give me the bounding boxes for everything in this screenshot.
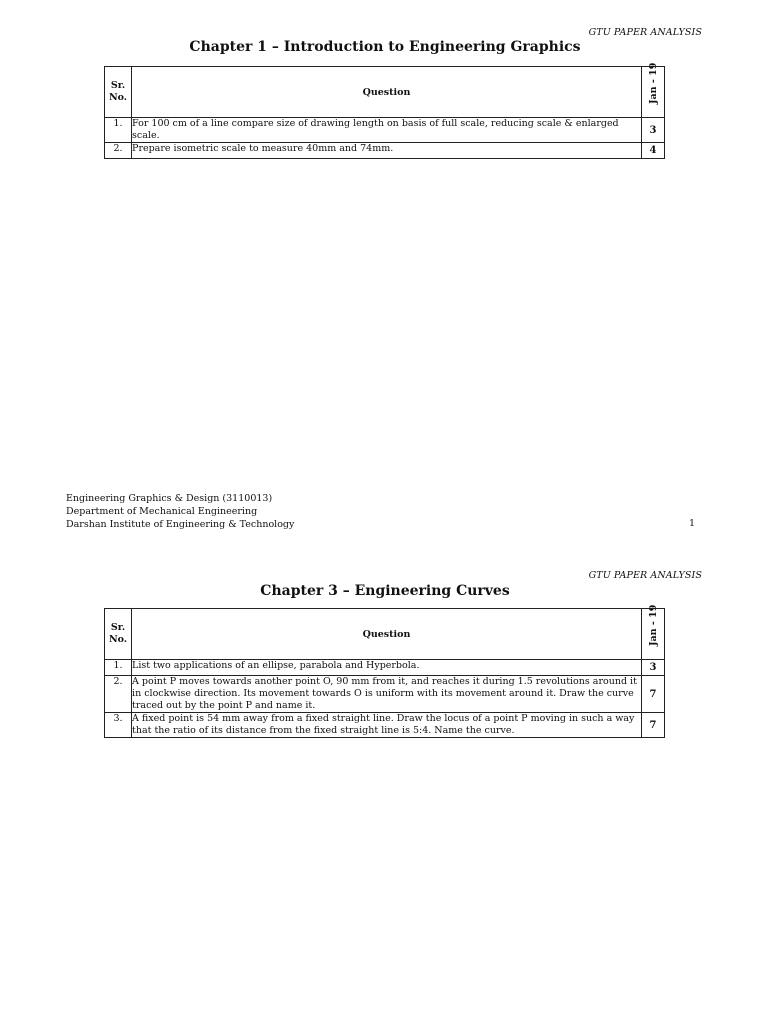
- row-marks: 3: [641, 118, 664, 143]
- table-header-row: [105, 67, 665, 118]
- sr-label-line1: Sr.: [110, 80, 126, 91]
- table-row: [105, 676, 665, 713]
- footer-department: Department of Mechanical Engineering: [66, 506, 258, 517]
- row-marks: 7: [641, 713, 664, 738]
- marks-column-label: Jan - 19: [647, 604, 659, 646]
- row-question: For 100 cm of a line compare size of drawing length on basis of full scale, reducing scale & enlarged scale.: [132, 118, 642, 143]
- header-tag: GTU PAPER ANALYSIS: [588, 570, 702, 581]
- chapter-title: Chapter 1 – Introduction to Engineering Graphics: [189, 39, 581, 55]
- row-sr: 3.: [105, 713, 132, 738]
- row-sr: 2.: [105, 676, 132, 713]
- row-marks: 3: [641, 660, 664, 676]
- row-question: A fixed point is 54 mm away from a fixed straight line. Draw the locus of a point P moving in such a way that the ratio of its distance from the fixed straight line is 5:4. Name the curve.: [132, 713, 642, 738]
- row-sr: 1.: [105, 118, 132, 143]
- table-row: [105, 713, 665, 738]
- column-header-question: Question: [132, 67, 642, 118]
- row-sr: 1.: [105, 660, 132, 676]
- row-question: Prepare isometric scale to measure 40mm and 74mm.: [132, 143, 642, 159]
- footer-institute: Darshan Institute of Engineering & Technology: [66, 519, 295, 530]
- sr-label-line2: No.: [108, 92, 128, 103]
- row-marks: 7: [641, 676, 664, 713]
- table-row: [105, 660, 665, 676]
- question-table: [104, 62, 665, 159]
- page-number: 1: [689, 518, 696, 529]
- column-header-marks: [641, 62, 664, 118]
- row-sr: 2.: [105, 143, 132, 159]
- marks-column-label: Jan - 19: [647, 62, 659, 104]
- table-header-row: [105, 609, 665, 660]
- column-header-sr-no: [105, 609, 132, 660]
- footer-course: Engineering Graphics & Design (3110013): [66, 493, 273, 504]
- chapter-title: Chapter 3 – Engineering Curves: [260, 583, 510, 599]
- sr-label-line2: No.: [108, 634, 128, 645]
- sr-label-line1: Sr.: [110, 622, 126, 633]
- column-header-marks: [641, 604, 664, 660]
- header-tag: GTU PAPER ANALYSIS: [588, 27, 702, 38]
- column-header-question: Question: [132, 609, 642, 660]
- page-footer: [66, 492, 294, 531]
- table-row: [105, 118, 665, 143]
- table-row: [105, 143, 665, 159]
- row-marks: 4: [641, 143, 664, 159]
- row-question: List two applications of an ellipse, parabola and Hyperbola.: [132, 660, 642, 676]
- column-header-sr-no: [105, 67, 132, 118]
- question-table: [104, 604, 665, 738]
- row-question: A point P moves towards another point O, 90 mm from it, and reaches it during 1.5 revolutions around it in clockwise direction. Its movement towards O is uniform with its movement around it. Draw the curve traced out by the point P and name it.: [132, 676, 642, 713]
- page-2: [0, 545, 768, 1024]
